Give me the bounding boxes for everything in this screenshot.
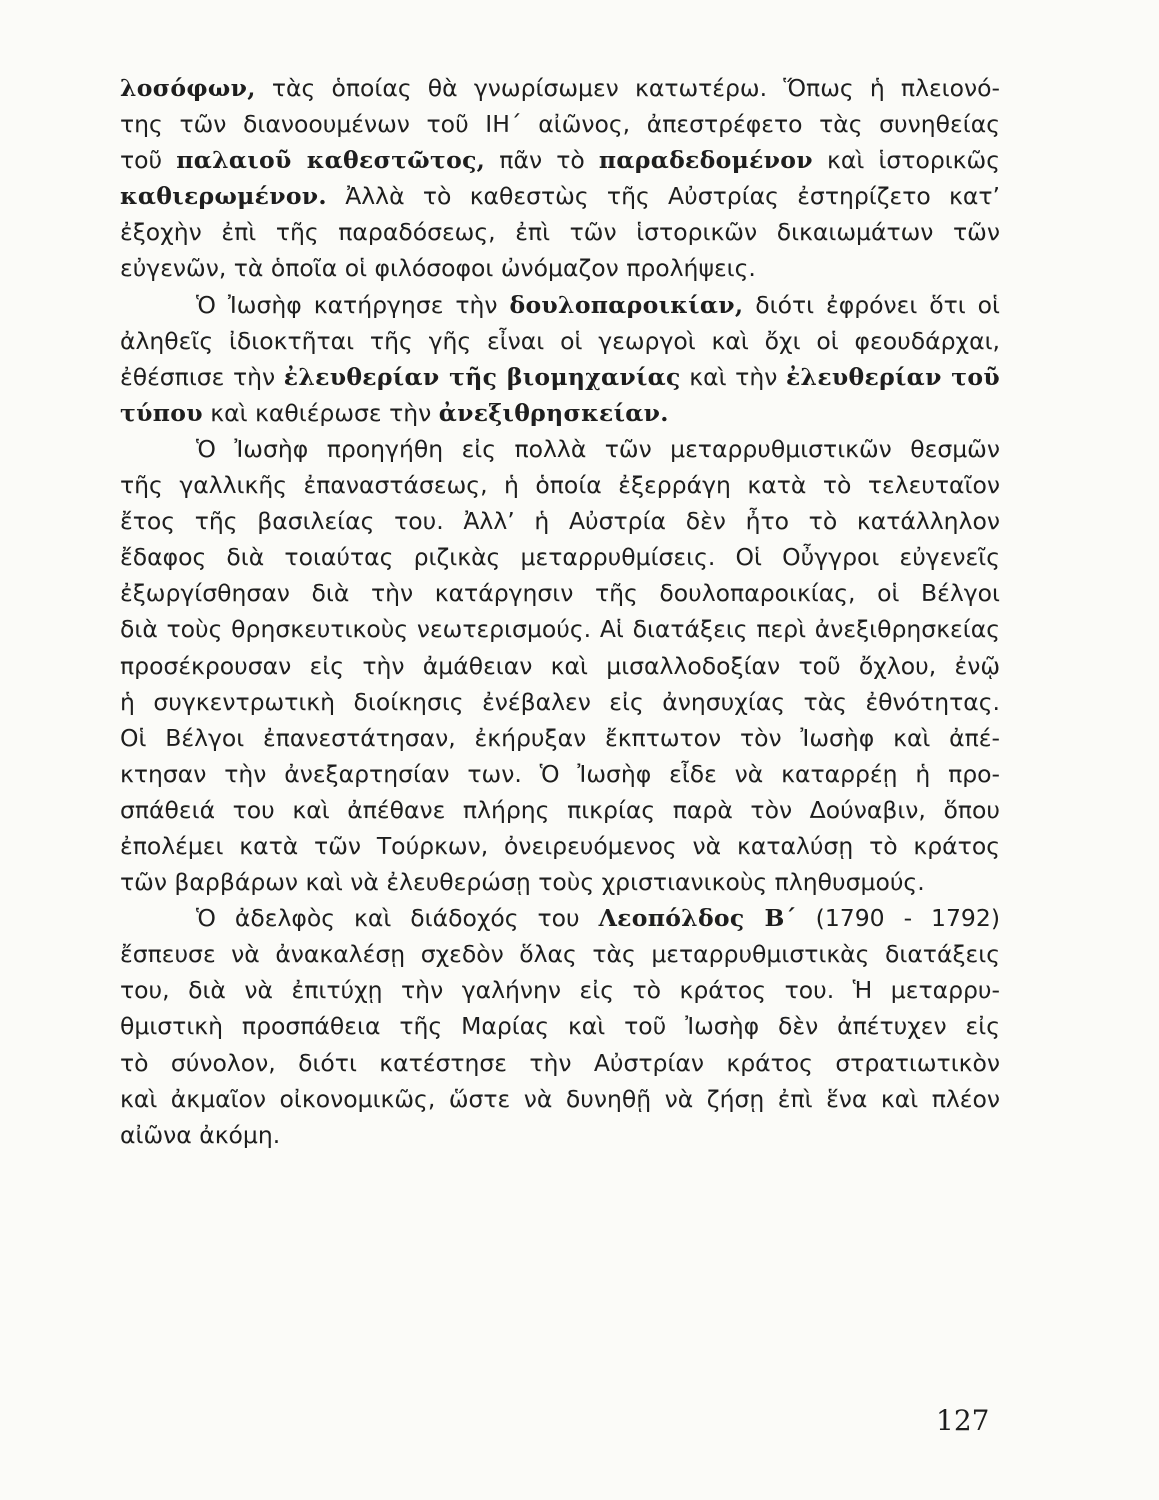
text-line [120, 395, 1000, 431]
page-number: 127 [936, 1404, 990, 1437]
bold-term: Λεοπόλδος Β΄ [598, 904, 797, 933]
bold-term: ἐλευθερίαν τῆς βιομηχανίας [283, 362, 681, 391]
text-run: θμιστικὴ προσπάθεια τῆς Μαρίας καὶ τοῦ Ἰωσὴφ δὲν ἀπέτυχεν εἰς [120, 1012, 1000, 1041]
text-run: ἔσπευσε νὰ ἀνακαλέσῃ σχεδὸν ὅλας τὰς μεταρρυθμιστικὰς διατάξεις [120, 940, 1000, 969]
bold-term: παραδεδομένον [598, 146, 813, 175]
text-run: Οἱ Βέλγοι ἐπανεστάτησαν, ἐκήρυξαν ἔκπτωτον τὸν Ἰωσὴφ καὶ ἀπέ- [120, 723, 1000, 752]
text-run: καὶ καθιέρωσε τὴν [202, 398, 439, 427]
text-run: σπάθειά του καὶ ἀπέθανε πλήρης πικρίας παρὰ τὸν Δούναβιν, ὅπου [120, 795, 1000, 824]
text-line [120, 936, 1000, 972]
text-line [120, 611, 1000, 647]
text-run: Ἀλλὰ τὸ καθεστὼς τῆς Αὐστρίας ἐστηρίζετο κατ’ [326, 182, 1000, 211]
text-run: του, διὰ νὰ ἐπιτύχῃ τὴν γαλήνην εἰς τὸ κράτος του. Ἡ μεταρρυ- [120, 976, 1000, 1005]
text-run: αἰῶνα ἀκόμη. [120, 1120, 281, 1149]
text-line [120, 539, 1000, 575]
text-line [120, 1045, 1000, 1081]
text-line [120, 1117, 1000, 1153]
text-run: εὐγενῶν, τὰ ὁποῖα οἱ φιλόσοφοι ὠνόμαζον προλήψεις. [120, 254, 756, 283]
text-run: της τῶν διανοουμένων τοῦ ΙΗ΄ αἰῶνος, ἀπεστρέφετο τὰς συνηθείας [120, 110, 1000, 139]
text-run: Ὁ ἀδελφὸς καὶ διάδοχός του [196, 904, 599, 933]
text-line [120, 1081, 1000, 1117]
text-line [120, 287, 1000, 323]
bold-term: παλαιοῦ καθεστῶτος, [176, 146, 486, 175]
text-line [120, 323, 1000, 359]
text-run: ἐξωργίσθησαν διὰ τὴν κατάργησιν τῆς δουλοπαροικίας, οἱ Βέλγοι [120, 579, 1000, 608]
text-line [120, 864, 1000, 900]
text-line [120, 972, 1000, 1008]
text-run: τὸ σύνολον, διότι κατέστησε τὴν Αὐστρίαν κράτος στρατιωτικὸν [120, 1048, 1000, 1077]
text-line [120, 684, 1000, 720]
text-run: ἔτος τῆς βασιλείας του. Ἀλλ’ ἡ Αὐστρία δὲν ἦτο τὸ κατάλληλον [120, 507, 1000, 536]
bold-term: τύπου [120, 398, 203, 427]
text-line [120, 720, 1000, 756]
text-run: τοῦ [120, 146, 177, 175]
text-line [120, 792, 1000, 828]
text-run: ἐπολέμει κατὰ τῶν Τούρκων, ὀνειρευόμενος νὰ καταλύσῃ τὸ κράτος [120, 831, 1000, 860]
bold-term: λοσόφων, [120, 74, 256, 102]
text-line [120, 467, 1000, 503]
text-run: ἡ συγκεντρωτικὴ διοίκησις ἐνέβαλεν εἰς ἀνησυχίας τὰς ἐθνότητας. [120, 687, 1000, 716]
text-run: ἔδαφος διὰ τοιαύτας ριζικὰς μεταρρυθμίσεις. Οἱ Οὖγγροι εὐγενεῖς [120, 543, 1000, 572]
text-run: Ὁ Ἰωσὴφ κατήργησε τὴν [196, 290, 510, 319]
text-run: διότι ἐφρόνει ὅτι οἱ [743, 290, 1000, 319]
text-line [120, 214, 1000, 250]
text-line [120, 648, 1000, 684]
text-run: τὰς ὁποίας θὰ γνωρίσωμεν κατωτέρω. Ὅπως ἡ πλειονό- [255, 74, 1000, 102]
text-run: τῶν βαρβάρων καὶ νὰ ἐλευθερώσῃ τοὺς χριστιανικοὺς πληθυσμούς. [120, 868, 925, 897]
bold-term: δουλοπαροικίαν, [509, 290, 744, 319]
text-run: τῆς γαλλικῆς ἐπαναστάσεως, ἡ ὁποία ἐξερράγη κατὰ τὸ τελευταῖον [120, 471, 1000, 500]
text-run: ἐθέσπισε τὴν [120, 362, 284, 391]
text-run: ἀληθεῖς ἰδιοκτῆται τῆς γῆς εἶναι οἱ γεωργοὶ καὶ ὄχι οἱ φεουδάρχαι, [120, 326, 1000, 355]
text-line [120, 756, 1000, 792]
text-line [120, 142, 1000, 178]
body-text [120, 70, 1000, 1153]
text-line [120, 1008, 1000, 1044]
text-line [120, 70, 1000, 106]
text-run: (1790 - 1792) [796, 904, 1000, 933]
text-line [120, 503, 1000, 539]
text-run: προσέκρουσαν εἰς τὴν ἀμάθειαν καὶ μισαλλοδοξίαν τοῦ ὄχλου, ἐνῷ [120, 651, 1000, 680]
bold-term: ἐλευθερίαν τοῦ [785, 362, 1000, 391]
text-line [120, 250, 1000, 286]
text-run: διὰ τοὺς θρησκευτικοὺς νεωτερισμούς. Αἱ διατάξεις περὶ ἀνεξιθρησκείας [120, 615, 1000, 644]
text-run: καὶ ἀκμαῖον οἰκονομικῶς, ὥστε νὰ δυνηθῇ νὰ ζήσῃ ἐπὶ ἕνα καὶ πλέον [120, 1084, 1000, 1113]
bold-term: καθιερωμένον. [120, 182, 327, 211]
text-run: καὶ ἱστορικῶς [812, 146, 1001, 175]
text-line [120, 828, 1000, 864]
text-line [120, 431, 1000, 467]
text-run: κτησαν τὴν ἀνεξαρτησίαν των. Ὁ Ἰωσὴφ εἶδε νὰ καταρρέῃ ἡ προ- [120, 759, 1000, 788]
text-line [120, 178, 1000, 214]
text-line [120, 359, 1000, 395]
bold-term: ἀνεξιθρησκείαν. [438, 398, 669, 427]
text-run: ἐξοχὴν ἐπὶ τῆς παραδόσεως, ἐπὶ τῶν ἱστορικῶν δικαιωμάτων τῶν [120, 218, 1000, 247]
text-run: Ὁ Ἰωσὴφ προηγήθη εἰς πολλὰ τῶν μεταρρυθμιστικῶν θεσμῶν [196, 434, 1000, 463]
text-run: πᾶν τὸ [485, 146, 599, 175]
text-line [120, 106, 1000, 142]
text-run: καὶ τὴν [680, 362, 786, 391]
text-line [120, 900, 1000, 936]
text-line [120, 575, 1000, 611]
